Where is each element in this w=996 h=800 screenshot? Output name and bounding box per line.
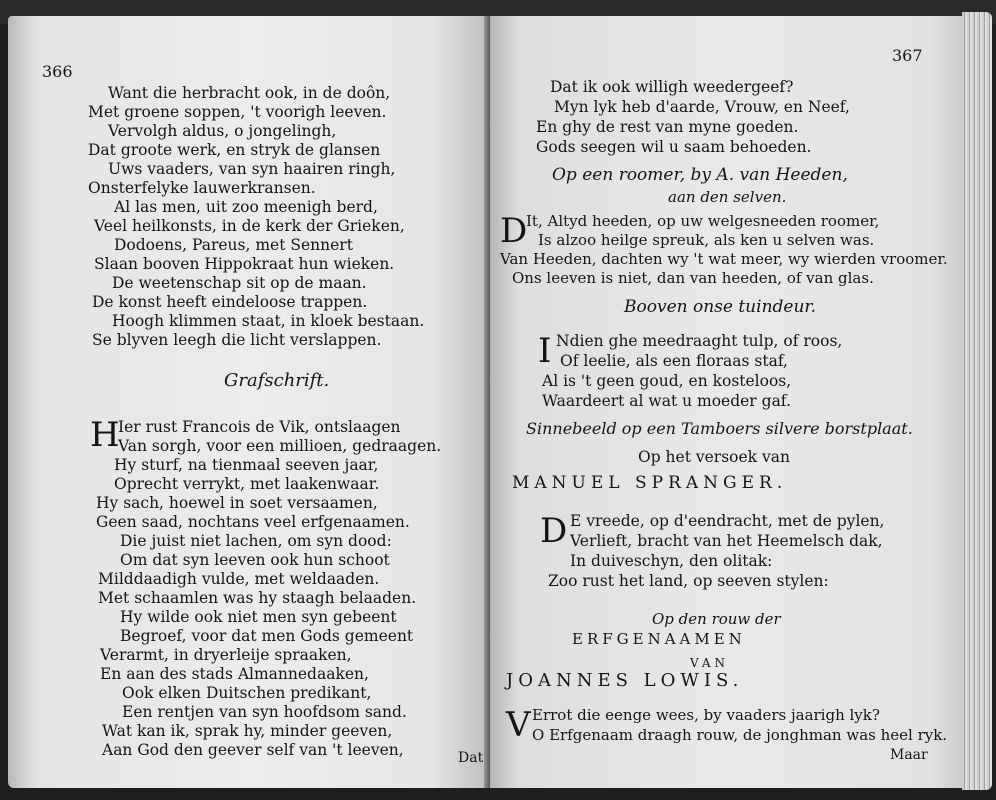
verse-line: De konst heeft eindeloose trappen. <box>92 293 368 311</box>
verse-line: Dodoens, Pareus, met Sennert <box>114 236 353 254</box>
section-heading-caps: VAN <box>690 656 730 670</box>
left-page <box>8 16 490 788</box>
verse-line: Van Heeden, dachten wy 't wat meer, wy wierden vroomer. <box>500 250 948 268</box>
section-heading-caps: JOANNES LOWIS. <box>506 670 744 691</box>
verse-line: Oprecht verrykt, met laakenwaar. <box>114 475 380 493</box>
page-number: 366 <box>42 62 73 81</box>
verse-line: Of leelie, als een floraas staf, <box>560 352 788 370</box>
verse-line: Se blyven leegh die licht verslappen. <box>92 331 382 349</box>
verse-line: Uws vaaders, van syn haairen ringh, <box>108 160 396 178</box>
verse-line: E vreede, op d'eendracht, met de pylen, <box>570 512 885 530</box>
verse-line: Milddaadigh vulde, met weldaaden. <box>98 570 380 588</box>
verse-line: Vervolgh aldus, o jongelingh, <box>108 122 337 140</box>
verse-line: Verarmt, in dryerleije spraaken, <box>100 646 352 664</box>
verse-line: Hy wilde ook niet men syn gebeent <box>120 608 397 626</box>
verse-line: Dat groote werk, en stryk de glansen <box>88 141 381 159</box>
verse-line: Begroef, voor dat men Gods gemeent <box>120 627 414 645</box>
verse-line: En aan des stads Almannedaaken, <box>100 665 369 683</box>
verse-line: De weetenschap sit op de maan. <box>112 274 367 292</box>
section-subheading: Op het versoek van <box>638 448 790 466</box>
section-heading: Op den rouw der <box>652 610 781 628</box>
catchword: Dat <box>458 750 484 766</box>
verse-line: Met schaamlen was hy staagh belaaden. <box>98 589 417 607</box>
verse-line: Hy sach, hoewel in soet versaamen, <box>96 494 378 512</box>
verse-line: Om dat syn leeven ook hun schoot <box>120 551 390 569</box>
verse-line: Is alzoo heilge spreuk, als ken u selven was. <box>538 231 875 249</box>
verse-line: Myn lyk heb d'aarde, Vrouw, en Neef, <box>554 98 850 116</box>
section-heading: Grafschrift. <box>224 370 330 391</box>
verse-line: Waardeert al wat u moeder gaf. <box>542 392 791 410</box>
verse-line: Zoo rust het land, op seeven stylen: <box>548 572 829 590</box>
verse-line: Geen saad, nochtans veel erfgenaamen. <box>96 513 410 531</box>
verse-line: It, Altyd heeden, op uw welgesneeden roomer, <box>526 212 880 230</box>
verse-line: Een rentjen van syn hoofdsom sand. <box>122 703 407 721</box>
verse-line: Van sorgh, voor een millioen, gedraagen. <box>118 437 442 455</box>
drop-cap: D <box>540 511 568 551</box>
right-page <box>490 16 968 788</box>
verse-line: Hy sturf, na tienmaal seeven jaar, <box>114 456 379 474</box>
verse-line: Die juist niet lachen, om syn dood: <box>120 532 392 550</box>
verse-line: Want die herbracht ook, in de doôn, <box>108 84 391 102</box>
verse-line: Veel heilkonsts, in de kerk der Grieken, <box>94 217 405 235</box>
verse-line: En ghy de rest van myne goeden. <box>536 118 799 136</box>
section-heading: Op een roomer, by A. van Heeden, <box>552 165 848 185</box>
verse-line: Slaan booven Hippokraat hun wieken. <box>94 255 395 273</box>
verse-line: Gods seegen wil u saam behoeden. <box>536 138 812 156</box>
verse-line: Hoogh klimmen staat, in kloek bestaan. <box>112 312 425 330</box>
section-subheading: aan den selven. <box>668 188 787 206</box>
page-number: 367 <box>892 46 923 65</box>
verse-line: Aan God den geever self van 't leeven, <box>102 741 404 759</box>
drop-cap: I <box>538 331 552 371</box>
verse-line: Verlieft, bracht van het Heemelsch dak, <box>570 532 883 550</box>
verse-line: Al las men, uit zoo meenigh berd, <box>114 198 378 216</box>
verse-line: O Erfgenaam draagh rouw, de jonghman was heel ryk. <box>532 726 948 744</box>
drop-cap: H <box>90 415 120 455</box>
drop-cap: D <box>500 211 528 251</box>
drop-cap: V <box>506 705 531 745</box>
dedicatee-name: MANUEL SPRANGER. <box>512 473 788 493</box>
section-heading-caps: ERFGENAAMEN <box>572 630 746 648</box>
verse-line: Errot die eenge wees, by vaaders jaarigh lyk? <box>532 706 880 724</box>
verse-line: Ons leeven is niet, dan van heeden, of van glas. <box>512 269 874 287</box>
verse-line: Wat kan ik, sprak hy, minder geeven, <box>102 722 393 740</box>
page-edges <box>962 12 992 790</box>
verse-line: Ndien ghe meedraaght tulp, of roos, <box>556 332 843 350</box>
verse-line: Ier rust Francois de Vik, ontslaagen <box>118 418 401 436</box>
section-heading: Booven onse tuindeur. <box>624 297 817 317</box>
verse-line: In duiveschyn, den olitak: <box>570 552 773 570</box>
verse-line: Met groene soppen, 't voorigh leeven. <box>88 103 387 121</box>
verse-line: Dat ik ook willigh weedergeef? <box>550 78 794 96</box>
verse-line: Al is 't geen goud, en kosteloos, <box>542 372 792 390</box>
verse-line: Ook elken Duitschen predikant, <box>122 684 372 702</box>
catchword: Maar <box>890 747 928 763</box>
verse-line: Onsterfelyke lauwerkransen. <box>88 179 316 197</box>
section-heading: Sinnebeeld op een Tamboers silvere borstplaat. <box>526 419 913 438</box>
